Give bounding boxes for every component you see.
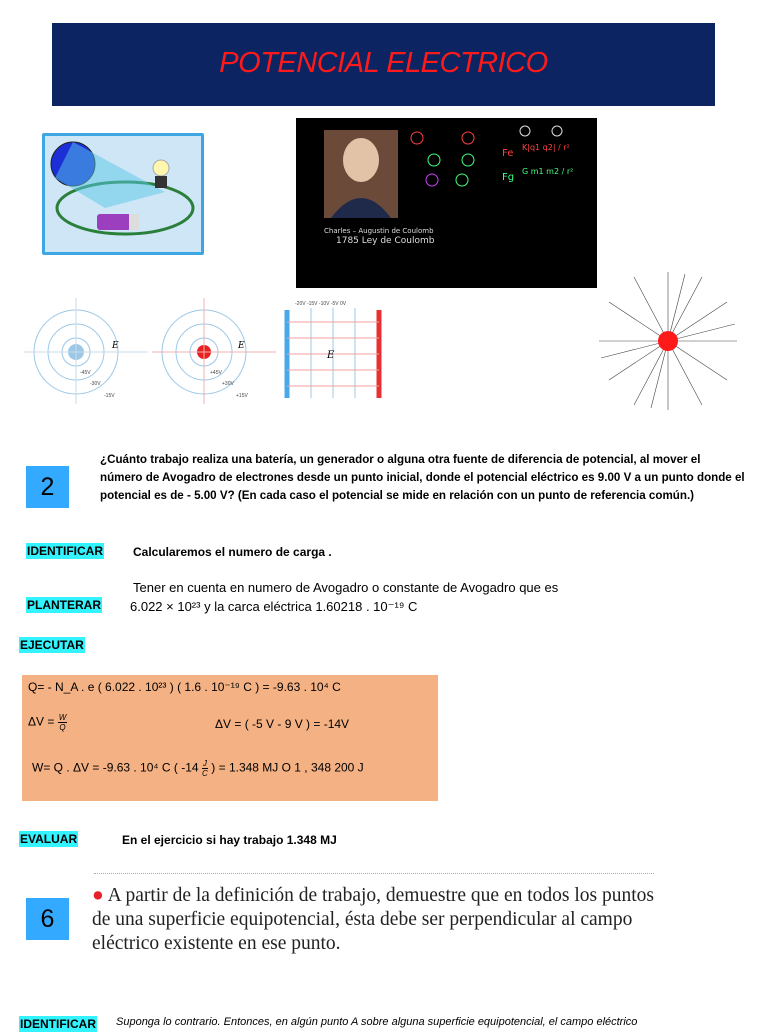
plantear-line-2: 6.022 × 10²³ y la carca eléctrica 1.60218 . 10⁻¹⁹ C: [130, 599, 418, 614]
cropped-text-edge: [94, 873, 654, 877]
problem-number-badge: 6: [26, 898, 69, 940]
ring-label: -15V: [104, 393, 115, 399]
fraction-denominator: Q: [59, 723, 66, 732]
coulomb-caption-law: 1785 Ley de Coulomb: [336, 236, 435, 246]
work-equation-part-2: ) = 1.348 MJ O 1 , 348 200 J: [211, 760, 364, 775]
page-title: POTENCIAL ELECTRICO: [219, 47, 548, 79]
circuit-illustration: [42, 133, 204, 255]
fg-formula: G m1 m2 / r²: [522, 167, 574, 176]
potential-difference-equation: ΔV = ( -5 V - 9 V ) = -14V: [215, 717, 350, 731]
title-banner: [52, 23, 715, 106]
delta-v-label: ΔV =: [28, 714, 55, 729]
ring-label: +15V: [236, 393, 248, 399]
parallel-plates-field-image: [281, 298, 395, 404]
positive-charge-field-image: [152, 298, 276, 404]
fg-label: Fg: [502, 172, 515, 183]
identificar-tag: IDENTIFICAR: [20, 1017, 96, 1031]
joule-per-coulomb-fraction: [202, 759, 208, 778]
ring-label: +30V: [222, 381, 234, 387]
identificar-text: Suponga lo contrario. Entonces, en algún punto A sobre alguna superficie equipotencial, el campo eléctrico: [116, 1016, 638, 1028]
negative-charge-field-image: [24, 298, 148, 404]
bullet-icon: ●: [92, 885, 104, 906]
fraction-numerator: J: [202, 759, 207, 768]
plantear-line-1: Tener en cuenta en numero de Avogadro o constante de Avogadro que es: [133, 580, 559, 595]
evaluar-tag: EVALUAR: [20, 832, 78, 846]
e-field-label: E: [112, 341, 119, 351]
ring-label: +45V: [210, 370, 222, 376]
evaluar-text: En el ejercicio si hay trabajo 1.348 MJ: [122, 833, 337, 847]
charge-equation: Q= - N_A . e ( 6.022 . 10²³ ) ( 1.6 . 10⁻¹⁹ C ) = -9.63 . 10⁴ C: [28, 680, 341, 694]
identificar-tag: IDENTIFICAR: [27, 544, 103, 558]
problem-number-badge: 2: [26, 466, 69, 508]
fraction-numerator: W: [58, 713, 67, 722]
problem-6-question-text: A partir de la definición de trabajo, demuestre que en todos los puntos de una superficie equipotencial, ésta debe ser perpendicular al campo eléctrico existente en ese punto.: [92, 885, 654, 954]
problem-6-question: [92, 884, 658, 956]
coulomb-chalkboard-image: [296, 118, 597, 288]
identificar-text: Calcularemos el numero de carga .: [133, 545, 332, 559]
fe-label: Fe: [502, 148, 514, 159]
plantear-tag: PLANTERAR: [27, 598, 101, 612]
problem-2-question: ¿Cuánto trabajo realiza una batería, un generador o alguna otra fuente de diferencia de potencial, al mover el número de Avogadro de electrones desde un punto inicial, donde el potencial eléctrico es 9.00 V a un punto donde el potencial es de - 5.00 V? (En cada caso el potencial se mide en relación con un punto de referencia común.): [100, 453, 745, 502]
plate-labels: -20V -15V -10V -5V 0V: [295, 301, 347, 307]
radial-field-lines-image: [599, 272, 737, 410]
ejecutar-tag: EJECUTAR: [20, 638, 84, 652]
ring-label: -45V: [80, 370, 91, 376]
e-field-label: E: [238, 341, 245, 351]
e-field-label: E: [327, 350, 335, 361]
work-equation-part-1: W= Q . ΔV = -9.63 . 10⁴ C ( -14: [32, 760, 199, 775]
fe-formula: K|q1 q2| / r²: [522, 143, 570, 152]
fraction-denominator: C: [202, 769, 208, 778]
work-equation: [32, 759, 364, 778]
ring-label: -30V: [90, 381, 101, 387]
potential-difference-definition: [28, 713, 67, 732]
coulomb-caption-name: Charles – Augustin de Coulomb: [324, 227, 434, 235]
ejecutar-calculation-box: [22, 675, 438, 801]
w-over-q-fraction: [58, 713, 68, 732]
